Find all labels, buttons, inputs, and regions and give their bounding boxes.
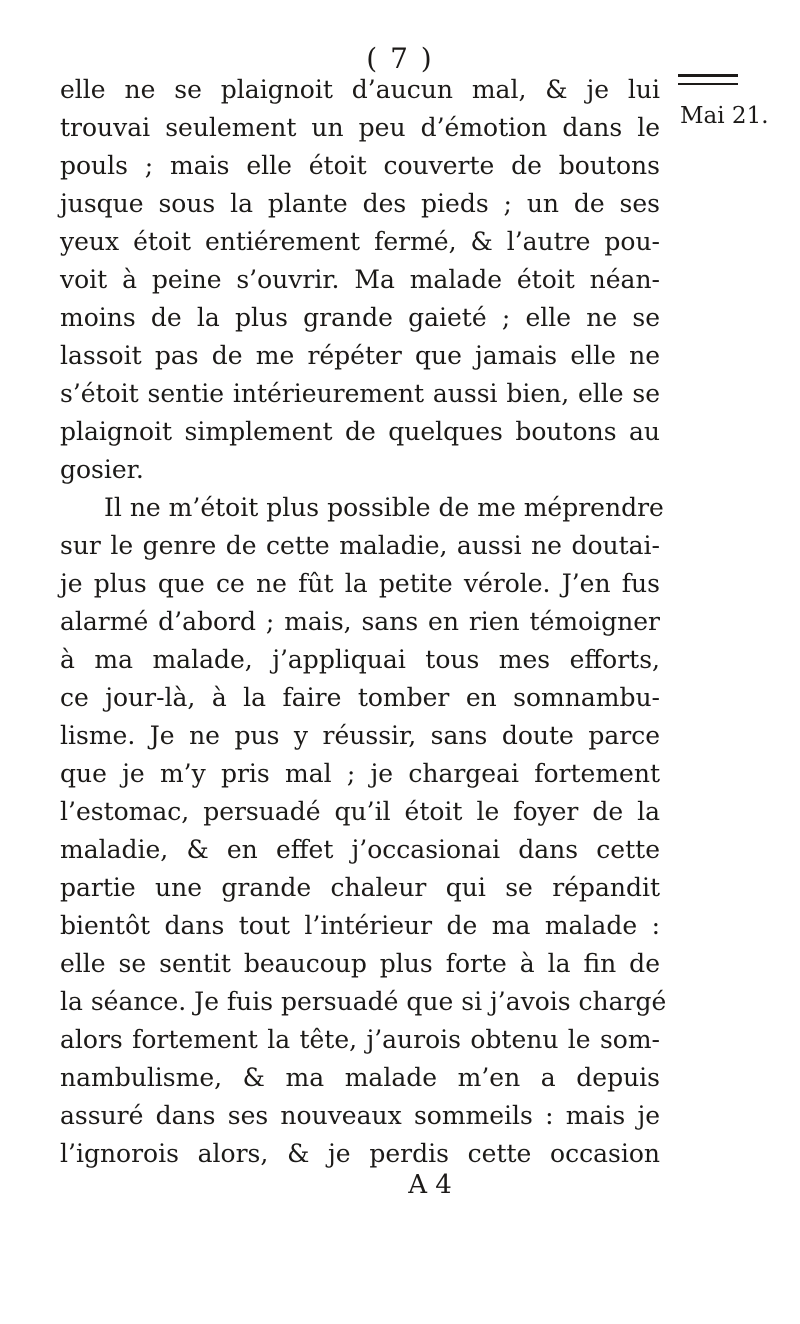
text-line: alarmé d’abord ; mais, sans en rien témoigner xyxy=(60,607,660,636)
page-number: ( 7 ) xyxy=(366,42,434,75)
text-line: gosier. xyxy=(60,455,144,484)
text-line: alors fortement la tête, j’aurois obtenu le som- xyxy=(60,1025,660,1054)
text-line: jusque sous la plante des pieds ; un de ses xyxy=(60,189,660,218)
text-line: pouls ; mais elle étoit couverte de boutons xyxy=(60,151,660,180)
text-line: que je m’y pris mal ; je chargeai fortement xyxy=(60,759,660,788)
text-line: elle se sentit beaucoup plus forte à la fin de xyxy=(60,949,660,978)
margin-date-note: Mai 21. xyxy=(680,103,769,129)
text-line: je plus que ce ne fût la petite vérole. J’en fus xyxy=(60,569,660,598)
text-line: lassoit pas de me répéter que jamais elle ne xyxy=(60,341,660,370)
text-line: plaignoit simplement de quelques boutons au xyxy=(60,417,660,446)
text-line: assuré dans ses nouveaux sommeils : mais je xyxy=(60,1101,660,1130)
text-line: partie une grande chaleur qui se répandit xyxy=(60,873,660,902)
text-line: la séance. Je fuis persuadé que si j’avois chargé xyxy=(60,987,667,1016)
text-line: Il ne m’étoit plus possible de me méprendre xyxy=(104,493,664,522)
text-line: maladie, & en effet j’occasionai dans cette xyxy=(60,835,660,864)
text-line: moins de la plus grande gaieté ; elle ne se xyxy=(60,303,660,332)
text-line: à ma malade, j’appliquai tous mes efforts, xyxy=(60,645,660,674)
text-line: lisme. Je ne pus y réussir, sans doute parce xyxy=(60,721,660,750)
text-line: trouvai seulement un peu d’émotion dans le xyxy=(60,113,660,142)
text-line: bientôt dans tout l’intérieur de ma malade : xyxy=(60,911,660,940)
text-line: ce jour-là, à la faire tomber en somnambu- xyxy=(60,683,660,712)
text-line: elle ne se plaignoit d’aucun mal, & je lui xyxy=(60,75,660,104)
signature-mark: A 4 xyxy=(408,1170,452,1200)
text-line: sur le genre de cette maladie, aussi ne doutai- xyxy=(60,531,660,560)
text-line: yeux étoit entiérement fermé, & l’autre pou- xyxy=(60,227,660,256)
header-rule xyxy=(678,74,738,85)
text-line: nambulisme, & ma malade m’en a depuis xyxy=(60,1063,660,1092)
text-line: l’ignorois alors, & je perdis cette occasion xyxy=(60,1139,660,1168)
text-line: s’étoit sentie intérieurement aussi bien, elle se xyxy=(60,379,660,408)
text-line: voit à peine s’ouvrir. Ma malade étoit néan- xyxy=(60,265,660,294)
text-line: l’estomac, persuadé qu’il étoit le foyer de la xyxy=(60,797,660,826)
